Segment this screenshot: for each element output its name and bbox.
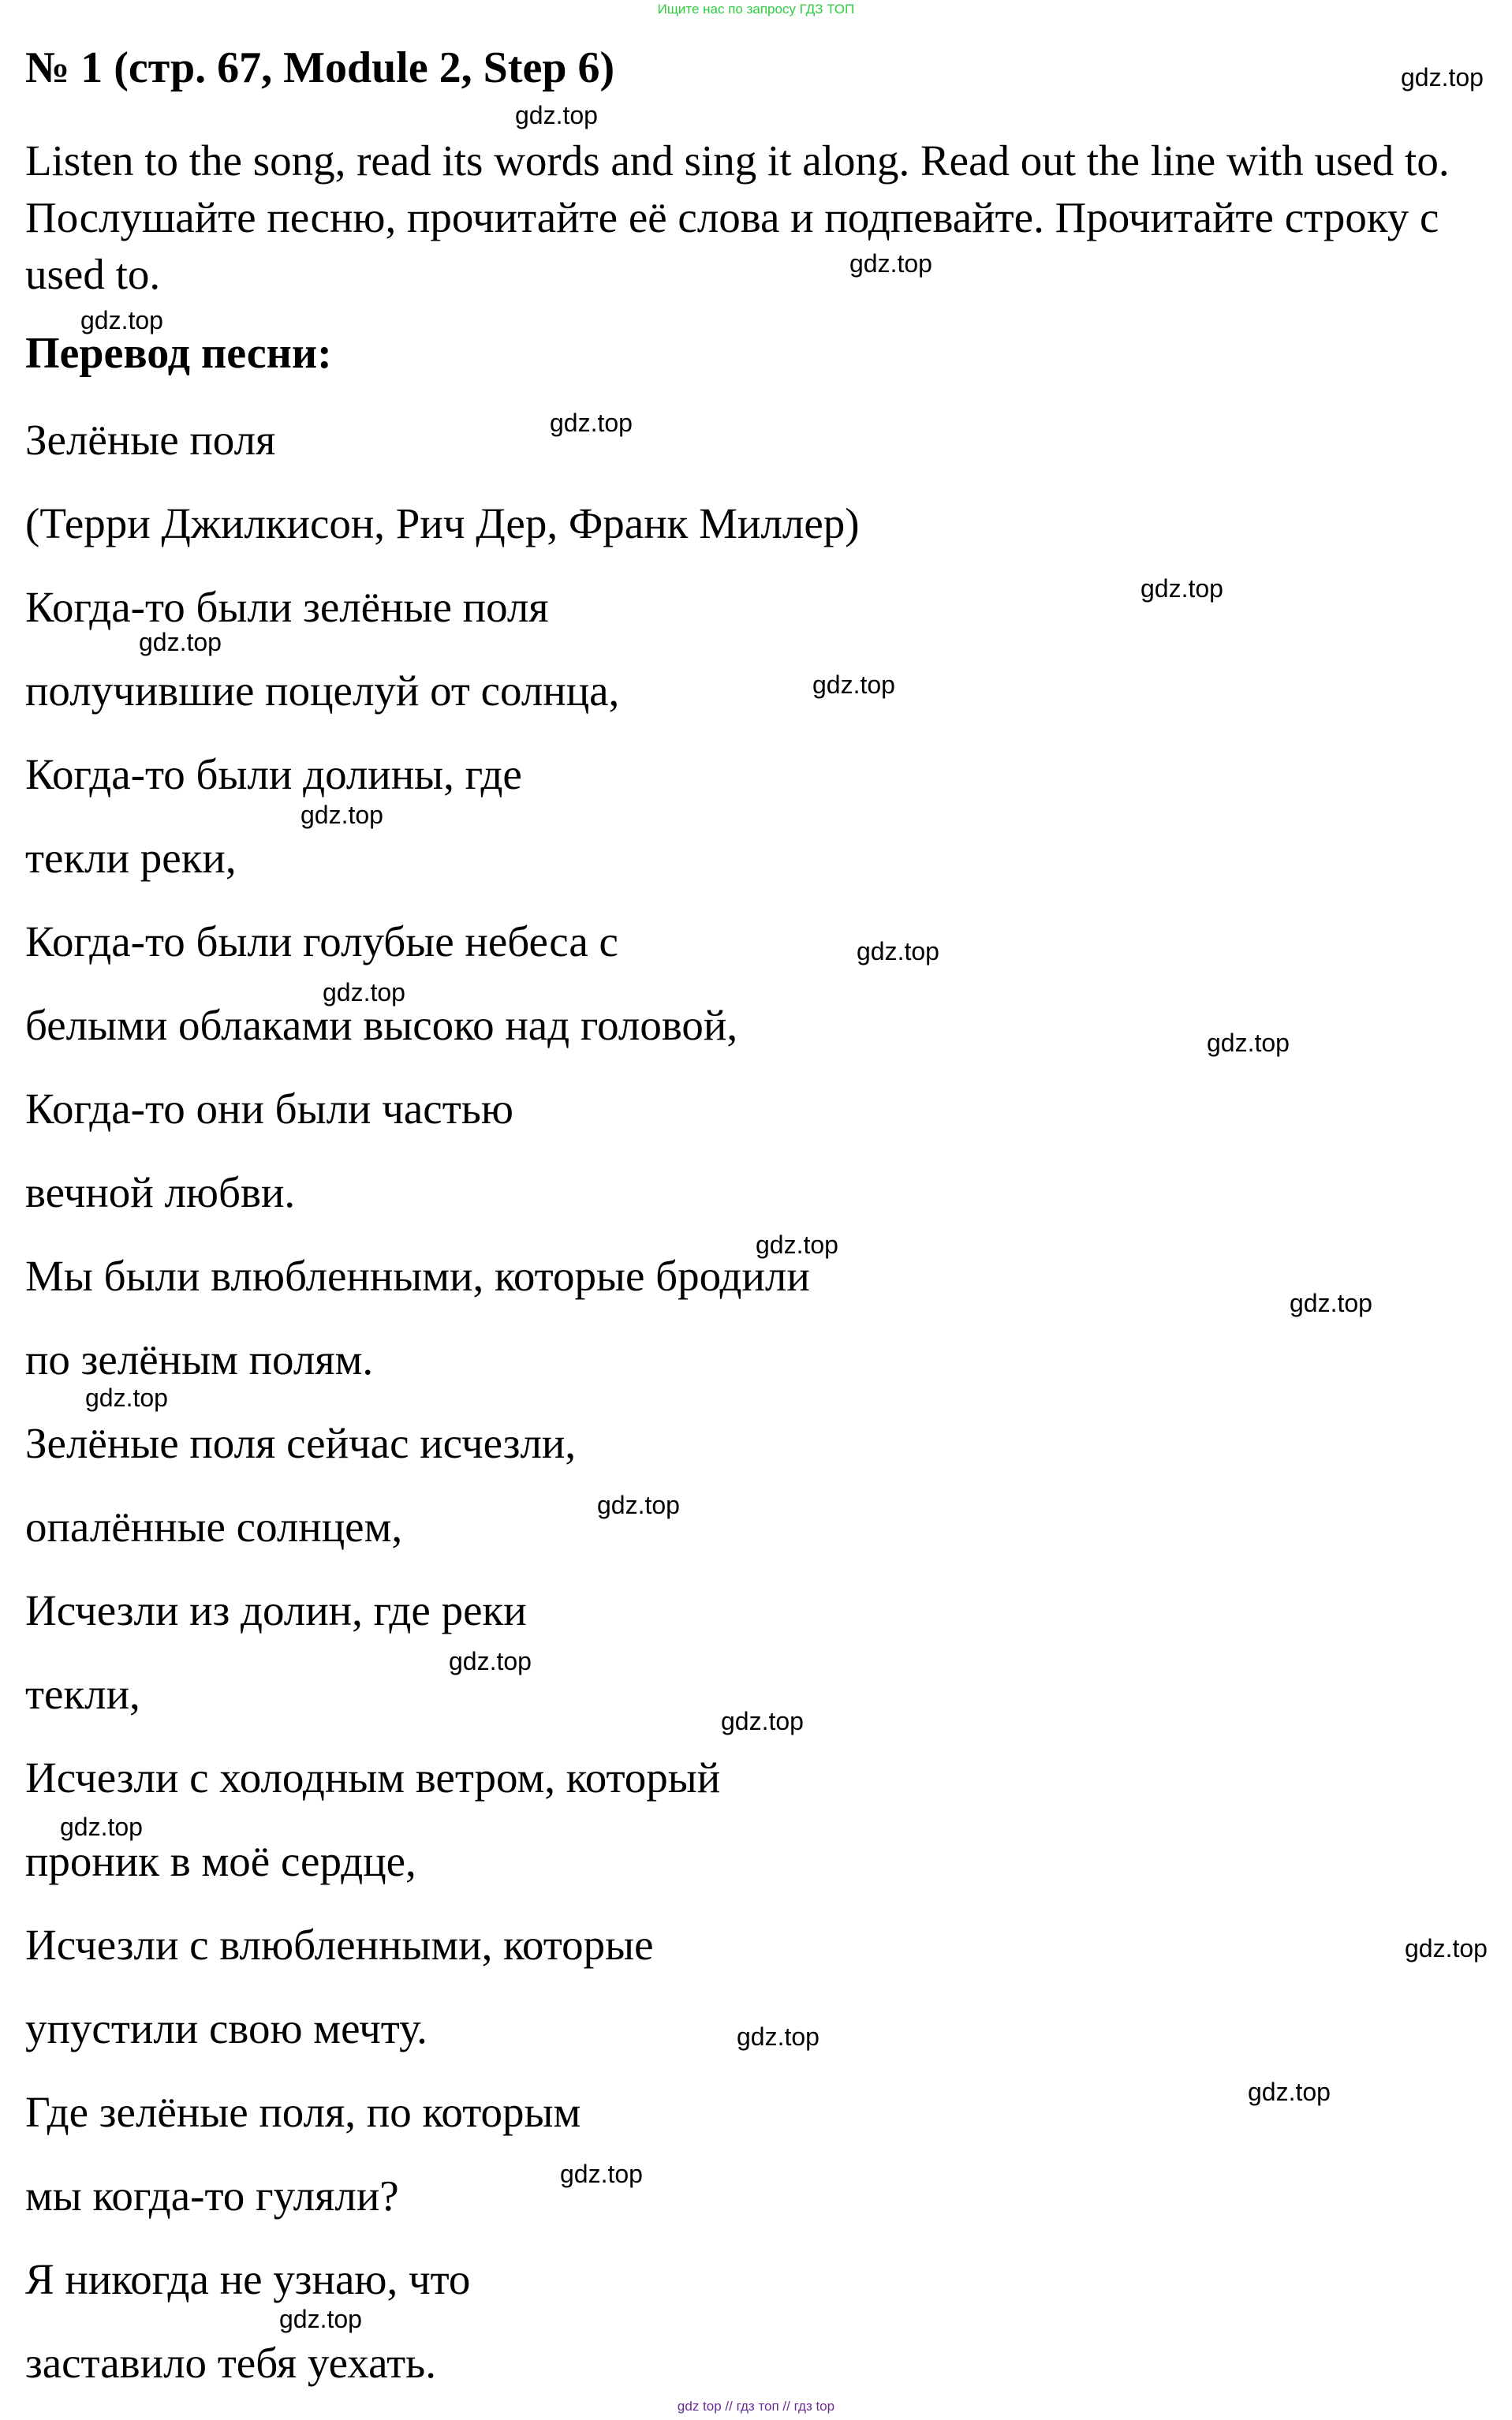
watermark: gdz.top: [857, 937, 939, 965]
translation-heading: Перевод песни:: [25, 329, 332, 378]
watermark: gdz.top: [80, 306, 163, 334]
lyric-line: Мы были влюбленными, которые бродили: [25, 1252, 810, 1300]
lyric-line: мы когда-то гуляли?: [25, 2172, 399, 2220]
watermark: gdz.top: [1405, 1934, 1488, 1963]
watermark: gdz.top: [560, 2160, 643, 2188]
watermark: gdz.top: [515, 101, 598, 129]
song-authors: (Терри Джилкисон, Рич Дер, Франк Миллер): [25, 499, 860, 547]
lyric-line: опалённые солнцем,: [25, 1503, 403, 1551]
watermark: gdz.top: [301, 801, 383, 829]
watermark: gdz.top: [812, 670, 895, 699]
watermark: gdz.top: [1248, 2078, 1331, 2106]
watermark: gdz.top: [1207, 1029, 1290, 1057]
watermark: gdz.top: [139, 628, 222, 656]
watermark: gdz.top: [737, 2022, 819, 2051]
watermark: gdz.top: [279, 2305, 362, 2333]
lyric-line: Исчезли с холодным ветром, который: [25, 1753, 721, 1802]
watermark: gdz.top: [1141, 574, 1223, 603]
watermark: gdz.top: [1401, 63, 1484, 91]
lyric-line: белыми облаками высоко над головой,: [25, 1001, 738, 1049]
lyric-line: Когда-то были долины, где: [25, 750, 522, 798]
lyric-line: вечной любви.: [25, 1168, 296, 1216]
lyric-line: текли реки,: [25, 834, 237, 882]
watermark: gdz.top: [323, 978, 405, 1006]
lyric-line: Я никогда не узнаю, что: [25, 2255, 471, 2303]
exercise-instruction: Listen to the song, read its words and sing it along. Read out the line with used to. Послушайте песню, прочитайте её слова и подпевайте. Прочитайте строку с used to.: [25, 136, 1450, 298]
lyric-line: по зелёным полям.: [25, 1335, 374, 1384]
lyric-line: заставило тебя уехать.: [25, 2339, 436, 2387]
watermark: gdz.top: [597, 1491, 680, 1519]
lyric-line: Зелёные поля сейчас исчезли,: [25, 1419, 577, 1467]
watermark: gdz.top: [60, 1813, 143, 1841]
lyric-line: Когда-то были зелёные поля: [25, 583, 549, 631]
lyric-line: Когда-то были голубые небеса с: [25, 917, 618, 965]
watermark: gdz.top: [721, 1707, 804, 1735]
song-title: Зелёные поля: [25, 416, 276, 464]
watermark: gdz.top: [756, 1231, 838, 1259]
watermark: gdz.top: [550, 409, 633, 437]
top-banner: Ищите нас по запросу ГДЗ ТОП: [657, 2, 855, 17]
lyric-line: упустили свою мечту.: [25, 2004, 427, 2052]
footer-watermark: gdz top // гдз топ // гдз top: [677, 2399, 835, 2414]
watermark: gdz.top: [85, 1384, 168, 1412]
watermark: gdz.top: [449, 1647, 532, 1675]
watermark: gdz.top: [849, 249, 932, 278]
watermark: gdz.top: [1290, 1289, 1372, 1317]
exercise-title: № 1 (стр. 67, Module 2, Step 6): [25, 43, 615, 92]
lyric-line: Исчезли из долин, где реки: [25, 1586, 527, 1634]
lyric-line: проник в моё сердце,: [25, 1837, 416, 1885]
lyric-line: Когда-то они были частью: [25, 1085, 513, 1133]
lyric-line: получившие поцелуй от солнца,: [25, 667, 620, 715]
lyric-line: текли,: [25, 1670, 140, 1718]
lyric-line: Исчезли с влюбленными, которые: [25, 1921, 654, 1969]
lyric-line: Где зелёные поля, по которым: [25, 2088, 581, 2136]
